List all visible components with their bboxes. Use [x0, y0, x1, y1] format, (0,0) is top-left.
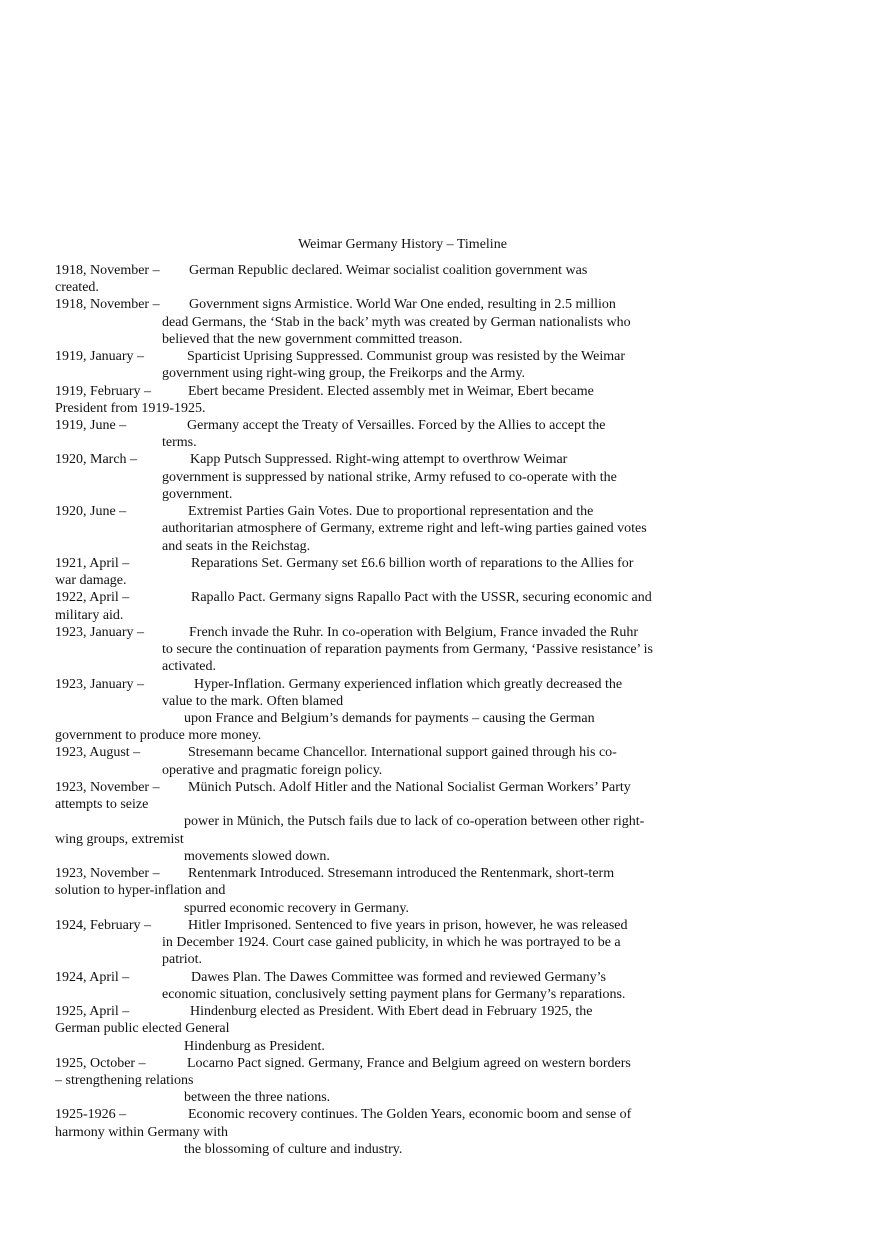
entry-text: German public elected General	[55, 1021, 230, 1036]
entry-text: harmony within Germany with	[55, 1125, 229, 1140]
entry-text: Hindenburg elected as President. With Ebert dead in February 1925, the	[190, 1004, 593, 1019]
entry-text: Government signs Armistice. World War One ended, resulting in 2.5 million	[189, 297, 616, 312]
entry-text: in December 1924. Court case gained publicity, in which he was portrayed to be a	[162, 935, 621, 950]
entry-text: Economic recovery continues. The Golden Years, economic boom and sense of	[188, 1107, 632, 1122]
entry-text: dead Germans, the ‘Stab in the back’ myth was created by German nationalists who	[162, 315, 631, 330]
entry-date: 1925-1926 –	[55, 1107, 127, 1122]
entry-text: the blossoming of culture and industry.	[184, 1142, 403, 1157]
entry-text: Dawes Plan. The Dawes Committee was formed and reviewed Germany’s	[191, 970, 606, 985]
entry-text: movements slowed down.	[184, 849, 330, 864]
entry-date: 1922, April –	[55, 590, 130, 605]
entry-date: 1923, August –	[55, 745, 141, 760]
entry-text: activated.	[162, 659, 217, 674]
entry-text: Rapallo Pact. Germany signs Rapallo Pact with the USSR, securing economic and	[191, 590, 652, 605]
entry-text: created.	[55, 280, 99, 295]
entry-date: 1925, April –	[55, 1004, 130, 1019]
entry-date: 1920, March –	[55, 452, 138, 467]
entry-text: Hitler Imprisoned. Sentenced to five years in prison, however, he was released	[188, 918, 628, 933]
entry-date: 1923, November –	[55, 780, 160, 795]
entry-text: between the three nations.	[184, 1090, 331, 1105]
entry-text: Münich Putsch. Adolf Hitler and the National Socialist German Workers’ Party	[188, 780, 631, 795]
entry-text: President from 1919-1925.	[55, 401, 206, 416]
entry-text: terms.	[162, 435, 197, 450]
entry-text: – strengthening relations	[55, 1073, 194, 1088]
entry-text: operative and pragmatic foreign policy.	[162, 763, 383, 778]
entry-text: government.	[162, 487, 233, 502]
entry-text: government using right-wing group, the Freikorps and the Army.	[162, 366, 526, 381]
entry-text: authoritarian atmosphere of Germany, extreme right and left-wing parties gained votes	[162, 521, 647, 536]
entry-text: and seats in the Reichstag.	[162, 539, 311, 554]
entry-text: Locarno Pact signed. Germany, France and Belgium agreed on western borders	[187, 1056, 631, 1071]
entry-date: 1923, January –	[55, 677, 145, 692]
entry-text: Ebert became President. Elected assembly met in Weimar, Ebert became	[188, 384, 594, 399]
entry-date: 1918, November –	[55, 297, 160, 312]
entry-date: 1918, November –	[55, 263, 160, 278]
entry-text: spurred economic recovery in Germany.	[184, 901, 409, 916]
entry-text: war damage.	[55, 573, 127, 588]
entry-text: Reparations Set. Germany set £6.6 billion worth of reparations to the Allies for	[191, 556, 634, 571]
page-title: Weimar Germany History – Timeline	[298, 237, 507, 252]
entry-text: Hindenburg as President.	[184, 1039, 325, 1054]
entry-text: to secure the continuation of reparation payments from Germany, ‘Passive resistance’ is	[162, 642, 654, 657]
entry-text: Kapp Putsch Suppressed. Right-wing attempt to overthrow Weimar	[190, 452, 568, 467]
entry-date: 1923, November –	[55, 866, 160, 881]
entry-text: Extremist Parties Gain Votes. Due to proportional representation and the	[188, 504, 594, 519]
entry-date: 1924, February –	[55, 918, 152, 933]
entry-text: Rentenmark Introduced. Stresemann introduced the Rentenmark, short-term	[188, 866, 615, 881]
entry-text: value to the mark. Often blamed	[162, 694, 344, 709]
entry-text: upon France and Belgium’s demands for payments – causing the German	[184, 711, 595, 726]
entry-text: attempts to seize	[55, 797, 149, 812]
entry-text: solution to hyper-inflation and	[55, 883, 226, 898]
entry-text: Hyper-Inflation. Germany experienced inflation which greatly decreased the	[194, 677, 623, 692]
entry-text: German Republic declared. Weimar socialist coalition government was	[189, 263, 588, 278]
entry-date: 1924, April –	[55, 970, 130, 985]
entry-text: believed that the new government committed treason.	[162, 332, 463, 347]
entry-text: power in Münich, the Putsch fails due to lack of co-operation between other right-	[184, 814, 645, 829]
entry-text: patriot.	[162, 952, 203, 967]
entry-text: military aid.	[55, 608, 124, 623]
entry-text: government is suppressed by national strike, Army refused to co-operate with the	[162, 470, 617, 485]
entry-text: Germany accept the Treaty of Versailles. Forced by the Allies to accept the	[187, 418, 606, 433]
entry-date: 1919, June –	[55, 418, 127, 433]
entry-text: government to produce more money.	[55, 728, 262, 743]
entry-text: wing groups, extremist	[55, 832, 184, 847]
entry-text: French invade the Ruhr. In co-operation with Belgium, France invaded the Ruhr	[189, 625, 639, 640]
entry-text: economic situation, conclusively setting payment plans for Germany’s reparations.	[162, 987, 626, 1002]
entry-date: 1920, June –	[55, 504, 127, 519]
entry-date: 1925, October –	[55, 1056, 146, 1071]
entry-text: Sparticist Uprising Suppressed. Communist group was resisted by the Weimar	[187, 349, 626, 364]
entry-date: 1919, January –	[55, 349, 145, 364]
entry-date: 1919, February –	[55, 384, 152, 399]
entry-date: 1923, January –	[55, 625, 145, 640]
entry-date: 1921, April –	[55, 556, 130, 571]
entry-text: Stresemann became Chancellor. International support gained through his co-	[188, 745, 617, 760]
